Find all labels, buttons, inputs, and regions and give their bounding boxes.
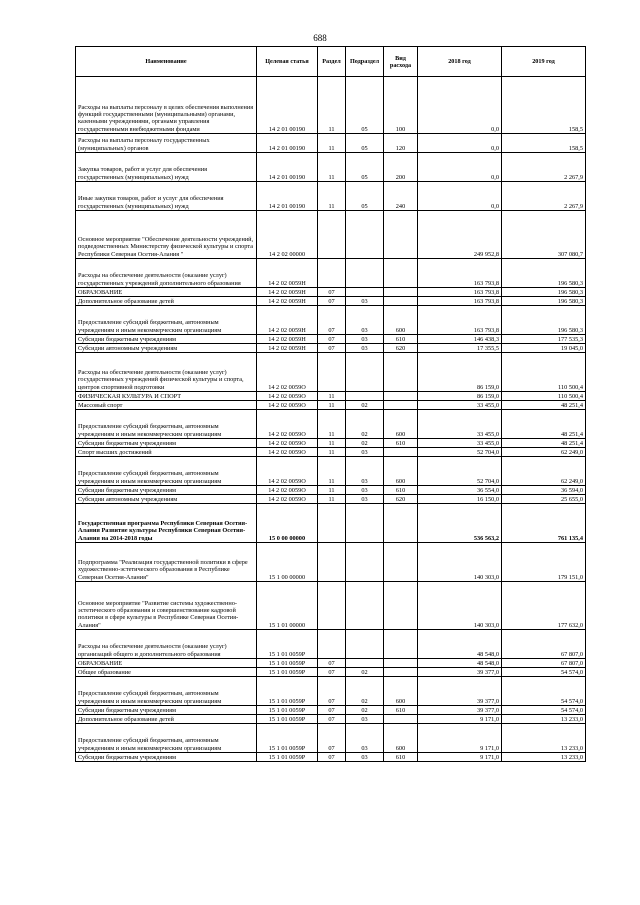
table-row	[76, 182, 586, 211]
cell-section: 07	[318, 659, 346, 668]
cell-2018: 163 793,8	[418, 288, 502, 297]
cell-name: Расходы на обеспечение деятельности (оказание услуг) государственных учреждений дополнительного образования	[76, 259, 257, 288]
cell-expense-type	[384, 288, 418, 297]
cell-section: 11	[318, 392, 346, 401]
table-row	[76, 259, 586, 288]
cell-2018: 163 793,8	[418, 306, 502, 335]
cell-subsection: 03	[346, 457, 384, 486]
cell-section: 07	[318, 753, 346, 762]
cell-2019: 307 080,7	[502, 211, 586, 259]
cell-name: Государственная программа Республики Северная Осетия-Алания Развитие культуры Республики Северная Осетия-Алания на 2014-2018 годы	[76, 504, 257, 543]
cell-expense-type	[384, 659, 418, 668]
cell-name: Субсидии бюджетным учреждениям	[76, 706, 257, 715]
col-header-expense-type: Вид расхода	[384, 47, 418, 77]
cell-target-article: 14 2 02 0059Н	[257, 335, 318, 344]
table-row	[76, 543, 586, 582]
table-row	[76, 353, 586, 392]
cell-section: 07	[318, 668, 346, 677]
cell-subsection: 05	[346, 77, 384, 134]
cell-2018: 86 159,0	[418, 392, 502, 401]
cell-expense-type	[384, 504, 418, 543]
cell-2018: 0,0	[418, 77, 502, 134]
cell-section	[318, 582, 346, 630]
cell-section: 07	[318, 715, 346, 724]
cell-section: 07	[318, 288, 346, 297]
cell-target-article: 14 2 02 0059О	[257, 439, 318, 448]
cell-2018: 17 355,5	[418, 344, 502, 353]
cell-target-article: 14 2 02 0059Н	[257, 259, 318, 288]
cell-target-article: 15 1 01 0059Р	[257, 668, 318, 677]
cell-2019: 158,5	[502, 77, 586, 134]
cell-name: Расходы на обеспечение деятельности (оказание услуг) организаций общего и дополнительного образования	[76, 630, 257, 659]
cell-target-article: 15 1 01 0059Р	[257, 724, 318, 753]
cell-expense-type: 610	[384, 439, 418, 448]
cell-expense-type: 600	[384, 410, 418, 439]
cell-section	[318, 543, 346, 582]
cell-subsection: 02	[346, 439, 384, 448]
cell-target-article: 15 0 00 00000	[257, 504, 318, 543]
table-row	[76, 297, 586, 306]
table-row	[76, 448, 586, 457]
table-row	[76, 706, 586, 715]
cell-expense-type	[384, 630, 418, 659]
cell-subsection	[346, 543, 384, 582]
table-row	[76, 457, 586, 486]
cell-2019: 13 233,0	[502, 753, 586, 762]
cell-expense-type: 610	[384, 753, 418, 762]
budget-table	[75, 46, 586, 762]
cell-expense-type	[384, 211, 418, 259]
cell-2019: 67 807,0	[502, 630, 586, 659]
cell-name: Субсидии бюджетным учреждениям	[76, 753, 257, 762]
cell-expense-type: 620	[384, 344, 418, 353]
cell-subsection: 03	[346, 344, 384, 353]
cell-target-article: 14 2 02 0059О	[257, 353, 318, 392]
cell-2019: 19 045,0	[502, 344, 586, 353]
table-row	[76, 410, 586, 439]
cell-target-article: 15 1 01 0059Р	[257, 706, 318, 715]
cell-2018: 33 455,0	[418, 410, 502, 439]
cell-target-article: 14 2 01 00190	[257, 153, 318, 182]
cell-2018: 39 377,0	[418, 668, 502, 677]
cell-2019: 110 500,4	[502, 353, 586, 392]
cell-name: Массовый спорт	[76, 401, 257, 410]
cell-target-article: 14 2 02 0059О	[257, 486, 318, 495]
cell-2019: 62 249,0	[502, 448, 586, 457]
cell-name: Иные закупки товаров, работ и услуг для обеспечения государственных (муниципальных) нужд	[76, 182, 257, 211]
cell-target-article: 14 2 02 0059О	[257, 401, 318, 410]
table-header-row	[76, 47, 586, 77]
cell-2019: 13 233,0	[502, 724, 586, 753]
cell-expense-type: 600	[384, 457, 418, 486]
cell-section: 11	[318, 448, 346, 457]
table-row	[76, 344, 586, 353]
cell-name: Предоставление субсидий бюджетным, автономным учреждениям и иным некоммерческим организациям	[76, 677, 257, 706]
cell-name: Субсидии автономным учреждениям	[76, 495, 257, 504]
cell-name: Предоставление субсидий бюджетным, автономным учреждениям и иным некоммерческим организациям	[76, 457, 257, 486]
col-header-2018: 2018 год	[418, 47, 502, 77]
cell-2019: 13 233,0	[502, 715, 586, 724]
cell-name: Субсидии автономным учреждениям	[76, 344, 257, 353]
table-row	[76, 668, 586, 677]
table-row	[76, 724, 586, 753]
cell-expense-type: 620	[384, 495, 418, 504]
cell-2019: 196 580,3	[502, 297, 586, 306]
cell-name: Субсидии бюджетным учреждениям	[76, 486, 257, 495]
cell-2018: 9 171,0	[418, 715, 502, 724]
cell-expense-type: 600	[384, 306, 418, 335]
cell-subsection: 05	[346, 153, 384, 182]
cell-target-article: 14 2 02 0059Н	[257, 288, 318, 297]
cell-target-article: 15 1 01 00000	[257, 582, 318, 630]
cell-subsection: 05	[346, 182, 384, 211]
cell-section	[318, 630, 346, 659]
cell-2018: 140 303,0	[418, 582, 502, 630]
col-header-section: Раздел	[318, 47, 346, 77]
table-row	[76, 504, 586, 543]
cell-name: Предоставление субсидий бюджетным, автономным учреждениям и иным некоммерческим организациям	[76, 306, 257, 335]
table-row	[76, 211, 586, 259]
cell-expense-type	[384, 392, 418, 401]
table-row	[76, 153, 586, 182]
cell-2019: 2 267,9	[502, 153, 586, 182]
table-row	[76, 495, 586, 504]
cell-subsection: 03	[346, 753, 384, 762]
cell-subsection	[346, 392, 384, 401]
cell-section: 11	[318, 486, 346, 495]
cell-2018: 140 303,0	[418, 543, 502, 582]
cell-2018: 52 704,0	[418, 457, 502, 486]
cell-name: ОБРАЗОВАНИЕ	[76, 288, 257, 297]
cell-2018: 86 159,0	[418, 353, 502, 392]
cell-target-article: 14 2 02 0059Н	[257, 297, 318, 306]
cell-subsection: 03	[346, 297, 384, 306]
cell-expense-type: 610	[384, 486, 418, 495]
cell-expense-type: 600	[384, 677, 418, 706]
table-row	[76, 392, 586, 401]
cell-subsection	[346, 582, 384, 630]
cell-name: Предоставление субсидий бюджетным, автономным учреждениям и иным некоммерческим организациям	[76, 724, 257, 753]
cell-subsection: 03	[346, 486, 384, 495]
cell-name: Расходы на обеспечение деятельности (оказание услуг) государственных учреждений физической культуры и спорта, центров спортивной подготовки	[76, 353, 257, 392]
cell-2019: 196 580,3	[502, 259, 586, 288]
cell-expense-type: 600	[384, 724, 418, 753]
cell-subsection: 03	[346, 715, 384, 724]
cell-name: Расходы на выплаты персоналу государственных (муниципальных) органов	[76, 134, 257, 153]
cell-expense-type: 200	[384, 153, 418, 182]
cell-name: Подпрограмма "Реализация государственной политики в сфере художественно-эстетического образования в Республике Северная Осетия-Алания"	[76, 543, 257, 582]
cell-expense-type	[384, 543, 418, 582]
cell-2018: 52 704,0	[418, 448, 502, 457]
table-row	[76, 582, 586, 630]
cell-2018: 163 793,8	[418, 259, 502, 288]
cell-subsection: 03	[346, 724, 384, 753]
cell-2018: 163 793,8	[418, 297, 502, 306]
cell-2019: 177 535,3	[502, 335, 586, 344]
cell-section: 11	[318, 457, 346, 486]
cell-expense-type	[384, 401, 418, 410]
cell-name: Общее образование	[76, 668, 257, 677]
cell-2018: 48 548,0	[418, 659, 502, 668]
cell-2019: 761 135,4	[502, 504, 586, 543]
cell-section: 11	[318, 182, 346, 211]
cell-section: 07	[318, 306, 346, 335]
table-row	[76, 77, 586, 134]
table-row	[76, 335, 586, 344]
cell-target-article: 14 2 02 0059Н	[257, 344, 318, 353]
page-number: 688	[313, 33, 327, 43]
cell-target-article: 14 2 01 00190	[257, 77, 318, 134]
cell-name: Субсидии бюджетным учреждениям	[76, 439, 257, 448]
cell-target-article: 14 2 02 0059О	[257, 392, 318, 401]
table-row	[76, 715, 586, 724]
cell-2019: 54 574,0	[502, 706, 586, 715]
cell-2019: 48 251,4	[502, 410, 586, 439]
cell-2019: 25 655,0	[502, 495, 586, 504]
cell-expense-type: 240	[384, 182, 418, 211]
cell-subsection: 03	[346, 335, 384, 344]
cell-section: 11	[318, 134, 346, 153]
col-header-2019: 2019 год	[502, 47, 586, 77]
table-row	[76, 630, 586, 659]
table-row	[76, 439, 586, 448]
cell-target-article: 15 1 01 0059Р	[257, 677, 318, 706]
table-row	[76, 753, 586, 762]
cell-2018: 16 150,0	[418, 495, 502, 504]
cell-2019: 158,5	[502, 134, 586, 153]
cell-2019: 48 251,4	[502, 439, 586, 448]
cell-subsection	[346, 288, 384, 297]
cell-expense-type	[384, 259, 418, 288]
cell-name: Расходы на выплаты персоналу в целях обеспечения выполнения функций государственными (муниципальными) органами, казенными учреждениями, органами управления государственными внебюджетными фондами	[76, 77, 257, 134]
cell-subsection	[346, 630, 384, 659]
cell-target-article: 15 1 01 0059Р	[257, 753, 318, 762]
cell-expense-type	[384, 668, 418, 677]
cell-2019: 54 574,0	[502, 677, 586, 706]
table-row	[76, 306, 586, 335]
cell-target-article: 14 2 02 0059Н	[257, 306, 318, 335]
cell-section: 07	[318, 297, 346, 306]
cell-section: 07	[318, 344, 346, 353]
cell-2019: 110 500,4	[502, 392, 586, 401]
cell-expense-type	[384, 715, 418, 724]
cell-2019: 196 580,3	[502, 306, 586, 335]
table-row	[76, 486, 586, 495]
cell-section: 11	[318, 410, 346, 439]
cell-target-article: 14 2 02 0059О	[257, 495, 318, 504]
cell-section: 11	[318, 439, 346, 448]
cell-subsection	[346, 211, 384, 259]
cell-target-article: 14 2 02 00000	[257, 211, 318, 259]
cell-target-article: 15 1 01 0059Р	[257, 630, 318, 659]
cell-subsection: 05	[346, 134, 384, 153]
cell-2018: 39 377,0	[418, 677, 502, 706]
cell-name: Субсидии бюджетным учреждениям	[76, 335, 257, 344]
cell-2018: 146 438,3	[418, 335, 502, 344]
cell-2019: 67 807,0	[502, 659, 586, 668]
cell-section: 11	[318, 153, 346, 182]
cell-subsection: 03	[346, 495, 384, 504]
cell-2018: 536 563,2	[418, 504, 502, 543]
cell-expense-type: 610	[384, 335, 418, 344]
cell-expense-type: 120	[384, 134, 418, 153]
cell-name: ФИЗИЧЕСКАЯ КУЛЬТУРА И СПОРТ	[76, 392, 257, 401]
cell-2019: 54 574,0	[502, 668, 586, 677]
cell-2019: 62 249,0	[502, 457, 586, 486]
cell-subsection: 02	[346, 410, 384, 439]
cell-section: 07	[318, 335, 346, 344]
cell-target-article: 14 2 01 00190	[257, 182, 318, 211]
cell-2019: 196 580,3	[502, 288, 586, 297]
cell-expense-type	[384, 297, 418, 306]
cell-section: 07	[318, 677, 346, 706]
cell-target-article: 15 1 01 0059Р	[257, 659, 318, 668]
cell-target-article: 14 2 02 0059О	[257, 410, 318, 439]
cell-2018: 33 455,0	[418, 439, 502, 448]
cell-2018: 0,0	[418, 153, 502, 182]
cell-subsection	[346, 353, 384, 392]
cell-target-article: 14 2 02 0059О	[257, 457, 318, 486]
cell-name: ОБРАЗОВАНИЕ	[76, 659, 257, 668]
cell-name: Основное мероприятие "Обеспечение деятельности учреждений, подведомственных Министерству физической культуры и спорта Республики Северная Осетия-Алания "	[76, 211, 257, 259]
col-header-subsection: Подраздел	[346, 47, 384, 77]
cell-2018: 33 455,0	[418, 401, 502, 410]
cell-name: Спорт высших достижений	[76, 448, 257, 457]
cell-2019: 179 151,0	[502, 543, 586, 582]
cell-2019: 36 594,0	[502, 486, 586, 495]
cell-name: Закупка товаров, работ и услуг для обеспечения государственных (муниципальных) нужд	[76, 153, 257, 182]
cell-target-article: 15 1 00 00000	[257, 543, 318, 582]
table-row	[76, 677, 586, 706]
cell-section	[318, 353, 346, 392]
col-header-target-article: Целевая статья	[257, 47, 318, 77]
cell-expense-type	[384, 353, 418, 392]
table-body	[76, 77, 586, 762]
cell-expense-type: 610	[384, 706, 418, 715]
cell-section: 11	[318, 495, 346, 504]
cell-2018: 39 377,0	[418, 706, 502, 715]
col-header-name: Наименование	[76, 47, 257, 77]
table-row	[76, 659, 586, 668]
table-row	[76, 288, 586, 297]
cell-subsection: 03	[346, 448, 384, 457]
cell-section: 07	[318, 724, 346, 753]
table-row	[76, 134, 586, 153]
cell-expense-type	[384, 448, 418, 457]
cell-subsection: 02	[346, 677, 384, 706]
cell-subsection: 02	[346, 706, 384, 715]
cell-subsection: 02	[346, 401, 384, 410]
cell-2018: 48 548,0	[418, 630, 502, 659]
cell-2018: 249 952,8	[418, 211, 502, 259]
cell-subsection: 02	[346, 668, 384, 677]
cell-subsection	[346, 259, 384, 288]
cell-section: 11	[318, 77, 346, 134]
cell-subsection: 03	[346, 306, 384, 335]
cell-2018: 9 171,0	[418, 724, 502, 753]
cell-section	[318, 211, 346, 259]
cell-2019: 2 267,9	[502, 182, 586, 211]
cell-section: 11	[318, 401, 346, 410]
cell-subsection	[346, 504, 384, 543]
cell-expense-type: 100	[384, 77, 418, 134]
cell-2019: 177 632,0	[502, 582, 586, 630]
cell-target-article: 14 2 02 0059О	[257, 448, 318, 457]
cell-2018: 9 171,0	[418, 753, 502, 762]
cell-name: Дополнительное образование детей	[76, 297, 257, 306]
table-row	[76, 401, 586, 410]
cell-target-article: 15 1 01 0059Р	[257, 715, 318, 724]
cell-section: 07	[318, 706, 346, 715]
cell-subsection	[346, 659, 384, 668]
cell-name: Дополнительное образование детей	[76, 715, 257, 724]
cell-2019: 48 251,4	[502, 401, 586, 410]
cell-2018: 0,0	[418, 182, 502, 211]
cell-2018: 36 554,0	[418, 486, 502, 495]
cell-name: Основное мероприятие "Развитие системы художественно-эстетического образования и совершенствование кадровой политики в сфере культуры в Республике Северная Осетия-Алания"	[76, 582, 257, 630]
cell-section	[318, 259, 346, 288]
cell-target-article: 14 2 01 00190	[257, 134, 318, 153]
cell-expense-type	[384, 582, 418, 630]
cell-section	[318, 504, 346, 543]
cell-name: Предоставление субсидий бюджетным, автономным учреждениям и иным некоммерческим организациям	[76, 410, 257, 439]
cell-2018: 0,0	[418, 134, 502, 153]
